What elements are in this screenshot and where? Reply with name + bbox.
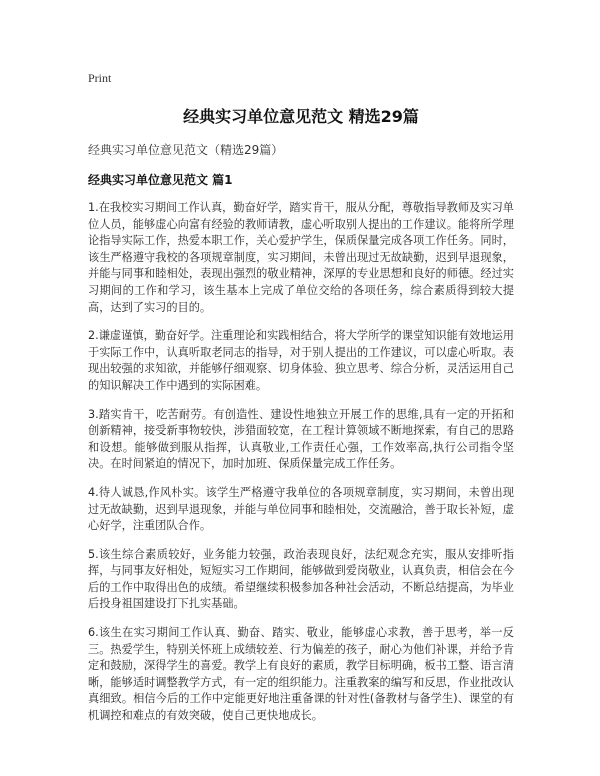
document-subtitle: 经典实习单位意见范文（精选29篇） — [88, 143, 284, 157]
page-title: 经典实习单位意见范文 精选29篇 — [183, 107, 419, 126]
body-paragraph-2: 2.谦虚谨慎，勤奋好学。注重理论和实践相结合，将大学所学的课堂知识能有效地运用于实际工作中，认真听取老同志的指导，对于别人提出的工作建议，可以虚心听取。表现出较强的求知欲，并能够仔细观察、切身体验、独立思考、综合分析，灵活运用自己的知识解决工作中遇到的实际困难。 — [88, 329, 514, 392]
body-paragraph-6: 6.该生在实习期间工作认真、勤奋、踏实、敬业，能够虚心求教，善于思考，举一反三。热爱学生，特别关怀班上成绩较差、行为偏差的孩子，耐心为他们补课，并给予肯定和鼓励，深得学生的喜爱。教学上有良好的素质，教学目标明确，板书工整、语言清晰，能够适时调整教学方式，有一定的组织能力。注重教案的编写和反思，作业批改认真细致。相信今后的工作中定能更好地注重备课的针对性(备教材与备学生)、课堂的有机调控和难点的有效突破，使自己更快地成长。 — [88, 626, 514, 723]
body-paragraph-5: 5.该生综合素质较好，业务能力较强，政治表现良好，法纪观念充实，服从安排听指挥，与同事友好相处，短短实习工作期间，能够做到爱岗敬业，认真负责，相信会在今后的工作中取得出色的成绩。希望继续积极参加各种社会活动，不断总结提高，为毕业后投身祖国建设打下扎实基础。 — [88, 547, 514, 611]
print-link[interactable]: Print — [88, 71, 112, 85]
body-paragraph-4: 4.待人诚恳,作风朴实。该学生严格遵守我单位的各项规章制度，实习期间，未曾出现过无故缺勤，迟到早退现象，并能与单位同事和睦相处，交流融洽，善于取长补短，虚心好学，注重团队合作。 — [88, 485, 514, 533]
body-paragraph-3: 3.踏实肯干，吃苦耐劳。有创造性、建设性地独立开展工作的思维,具有一定的开拓和创新精神，接受新事物较快，涉猎面较宽，在工程计算领域不断地探索，有自己的思路和设想。能够做到服从指挥，认真敬业,工作责任心强，工作效率高,执行公司指令坚决。在时间紧迫的情况下，加时加班、保质保量完成工作任务。 — [88, 407, 514, 471]
section-heading: 经典实习单位意见范文 篇1 — [88, 173, 233, 187]
body-paragraph-1: 1.在我校实习期间工作认真，勤奋好学，踏实肯干，服从分配，尊敬指导教师及实习单位人员，能够虚心向富有经验的教师请教，虚心听取别人提出的工作建议。能将所学理论指导实际工作，热爱本职工作，关心爱护学生，保质保量完成各项工作任务。同时，该生严格遵守我校的各项规章制度，实习期间，未曾出现过无故缺勤，迟到早退现象，并能与同事和睦相处，表现出强烈的敬业精神，深厚的专业思想和良好的师德。经过实习期间的工作和学习，该生基本上完成了单位交给的各项任务，综合素质得到较大提高，达到了实习的目的。 — [88, 201, 514, 314]
